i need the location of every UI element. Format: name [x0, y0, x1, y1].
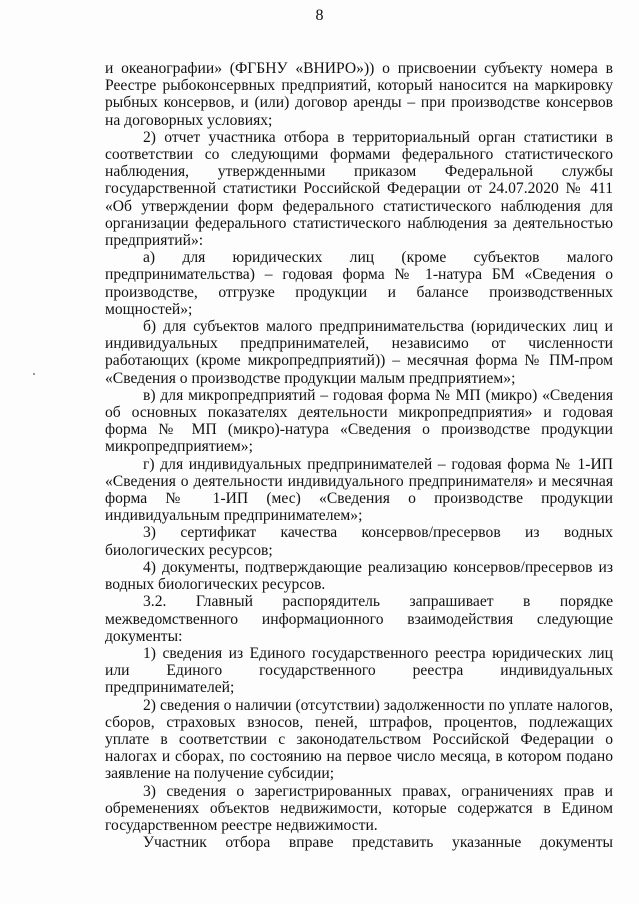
paragraph-item-3: 3) сертификат качества консервов/пресервов из водных биологических ресурсов;: [105, 524, 613, 559]
margin-speck: [33, 373, 35, 375]
paragraph-subitem-a: а) для юридических лиц (кроме субъектов малого предпринимательства) – годовая форма № 1-натура БМ «Сведения о производстве, отгрузке продукции и балансе производственных мощностей»;: [105, 249, 613, 318]
paragraph-subitem-v: в) для микропредприятий – годовая форма № МП (микро) «Сведения об основных показателях деятельности микропредприятия» и годовая форма № МП (микро)-натура «Сведения о производстве продукции микропредприятием»;: [105, 386, 613, 456]
paragraph-trailing: Участник отбора вправе представить указанные документы: [143, 834, 613, 852]
paragraph-item-4: 4) документы, подтверждающие реализацию консервов/пресервов из водных биологических ресурсов.: [105, 558, 613, 594]
paragraph-continuation: и океанографии» (ФГБНУ «ВНИРО»)) о присвоении субъекту номера в Реестре рыбоконсервных предприятий, который наносится на маркировку рыбных консервов, и (или) договор аренды – при производстве консервов на договорных условиях;: [105, 60, 613, 129]
paragraph-section-3-2: 3.2. Главный распорядитель запрашивает в порядке межведомственного информационного взаимодействия следующие документы:: [105, 593, 613, 645]
paragraph-subitem-g: г) для индивидуальных предпринимателей – годовая форма № 1-ИП «Сведения о деятельности индивидуального предпринимателя» и месячная форма № 1-ИП (мес) «Сведения о производстве продукции индивидуальным предпринимателем»;: [105, 455, 613, 525]
paragraph-request-1: 1) сведения из Единого государственного реестра юридических лиц или Единого государственного реестра индивидуальных предпринимателей;: [105, 644, 613, 697]
paragraph-request-2: 2) сведения о наличии (отсутствии) задолженности по уплате налогов, сборов, страховых взносов, пеней, штрафов, процентов, подлежащих уплате в соответствии с законодательством Российской Федерации о налогах и сборах, по состоянию на первое число месяца, в котором подано заявление на получение субсидии;: [105, 696, 613, 783]
paragraph-item-2: 2) отчет участника отбора в территориальный орган статистики в соответствии со следующими формами федерального статистического наблюдения, утвержденными приказом Федеральной службы государственной статистики Российской Федерации от 24.07.2020 № 411 «Об утверждении форм федерального статистического наблюдения для организации федерального статистического наблюдения за деятельностью предприятий»:: [105, 128, 613, 250]
page-number: 8: [315, 7, 324, 24]
paragraph-request-3: 3) сведения о зарегистрированных правах, ограничениях прав и обременениях объектов недвижимости, которые содержатся в Едином государственном реестре недвижимости.: [105, 782, 613, 834]
document-body: [105, 60, 613, 851]
paragraph-subitem-b: б) для субъектов малого предпринимательства (юридических лиц и индивидуальных предпринимателей, независимо от численности работающих (кроме микропредприятий)) – месячная форма № ПМ-пром «Сведения о производстве продукции малым предприятием»;: [105, 318, 613, 387]
